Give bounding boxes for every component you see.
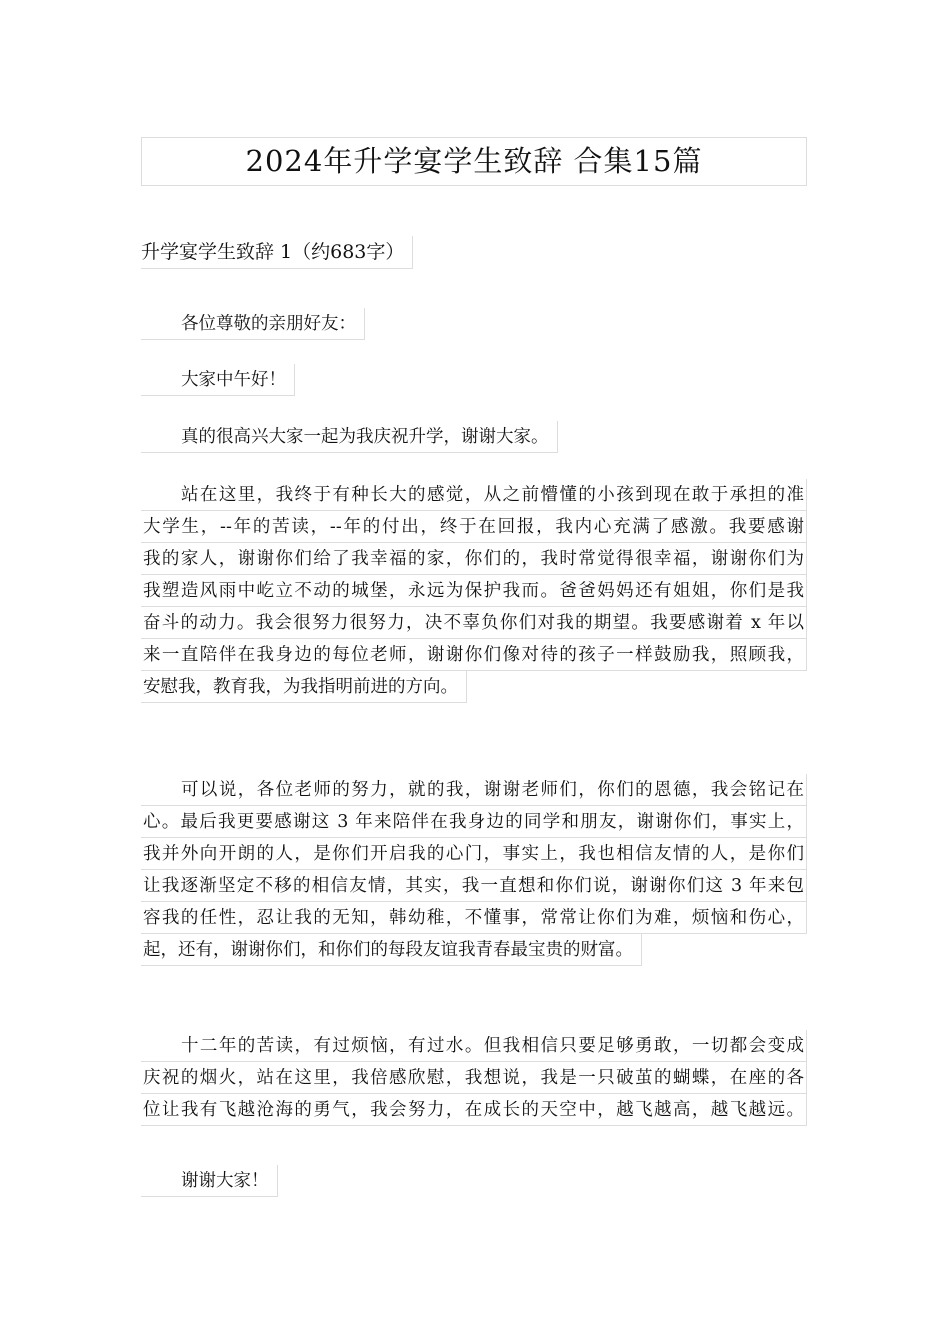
paragraph-line: 谢谢大家！ (141, 1165, 278, 1197)
paragraph-family-teachers (141, 479, 807, 708)
paragraph-line: 大学生，--年的苦读，--年的付出，终于在回报，我内心充满了感激。我要感谢 (141, 511, 807, 543)
paragraph-greeting (141, 308, 807, 345)
paragraph-line: 庆祝的烟火，站在这里，我倍感欣慰，我想说，我是一只破茧的蝴蝶，在座的各 (141, 1062, 807, 1094)
paragraph-line: 我并外向开朗的人，是你们开启我的心门，事实上，我也相信友情的人，是你们 (141, 838, 807, 870)
paragraph-line: 安慰我，教育我，为我指明前进的方向。 (141, 671, 467, 703)
paragraph-line: 站在这里，我终于有种长大的感觉，从之前懵懂的小孩到现在敢于承担的准 (141, 479, 807, 511)
document-title: 2024年升学宴学生致辞 合集15篇 (141, 137, 807, 186)
section-heading: 升学宴学生致辞 1（约683字） (141, 236, 413, 269)
paragraph-line: 容我的任性，忍让我的无知，韩幼稚，不懂事，常常让你们为难，烦恼和伤心， (141, 902, 807, 934)
paragraph-line: 我塑造风雨中屹立不动的城堡，永远为保护我而。爸爸妈妈还有姐姐，你们是我 (141, 575, 807, 607)
paragraph-line: 心。最后我更要感谢这 3 年来陪伴在我身边的同学和朋友，谢谢你们，事实上， (141, 806, 807, 838)
paragraph-line: 我的家人，谢谢你们给了我幸福的家，你们的，我时常觉得很幸福，谢谢你们为 (141, 543, 807, 575)
paragraph-line: 十二年的苦读，有过烦恼，有过水。但我相信只要足够勇敢，一切都会变成 (141, 1030, 807, 1062)
paragraph-thanks-everyone (141, 421, 807, 458)
paragraph-twelve-years (141, 1030, 807, 1126)
paragraph-line: 各位尊敬的亲朋好友： (141, 308, 365, 340)
paragraph-line: 位让我有飞越沧海的勇气，我会努力，在成长的天空中，越飞越高，越飞越远。 (141, 1094, 807, 1126)
paragraph-closing-thanks (141, 1165, 807, 1202)
paragraph-classmates-friends (141, 774, 807, 971)
paragraph-line: 可以说，各位老师的努力，就的我，谢谢老师们，你们的恩德，我会铭记在 (141, 774, 807, 806)
paragraph-line: 让我逐渐坚定不移的相信友情，其实，我一直想和你们说，谢谢你们这 3 年来包 (141, 870, 807, 902)
paragraph-line: 奋斗的动力。我会很努力很努力，决不辜负你们对我的期望。我要感谢着 x 年以 (141, 607, 807, 639)
paragraph-line: 来一直陪伴在我身边的每位老师，谢谢你们像对待的孩子一样鼓励我，照顾我， (141, 639, 807, 671)
paragraph-line: 起，还有，谢谢你们，和你们的每段友谊我青春最宝贵的财富。 (141, 934, 642, 966)
paragraph-line: 真的很高兴大家一起为我庆祝升学，谢谢大家。 (141, 421, 558, 453)
paragraph-line: 大家中午好！ (141, 364, 295, 396)
paragraph-good-afternoon (141, 364, 807, 401)
